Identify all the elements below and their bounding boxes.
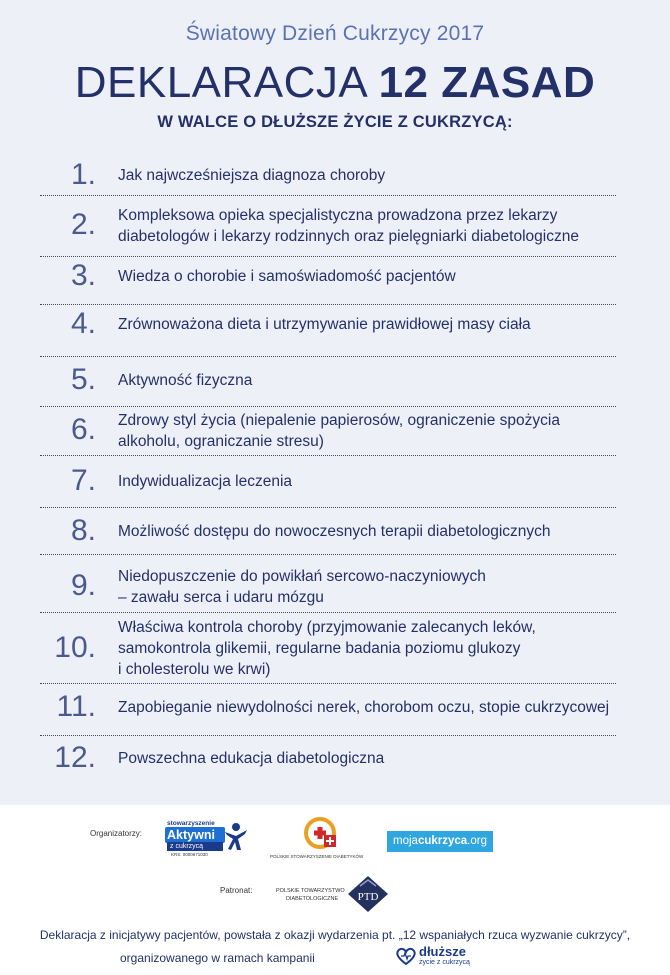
principle-text bbox=[118, 697, 638, 718]
dotted-separator bbox=[40, 455, 616, 456]
psd-caption: POLSKIE STOWARZYSZENIE DIABETYKÓW bbox=[270, 854, 364, 859]
moja-prefix: moja bbox=[393, 835, 418, 847]
principle-text-line: Powszechna edukacja diabetologiczna bbox=[118, 750, 385, 767]
principle-text-line: – zawału serca i udaru mózgu bbox=[118, 589, 324, 606]
principle-text-line: Możliwość dostępu do nowoczesnych terapii diabetologicznych bbox=[118, 523, 551, 540]
principle-text-line: Indywidualizacja leczenia bbox=[118, 473, 293, 490]
principle-text bbox=[118, 370, 638, 391]
principle-text-line: i cholesterolu we krwi) bbox=[118, 661, 271, 678]
title-bold: 12 ZASAD bbox=[378, 58, 596, 107]
dotted-separator bbox=[40, 612, 616, 613]
dotted-separator bbox=[40, 195, 616, 196]
page-title bbox=[0, 58, 670, 108]
principle-number: 3. bbox=[70, 258, 96, 292]
aktywni-sub-text: z cukrzycą bbox=[167, 842, 223, 851]
event-subtitle: Światowy Dzień Cukrzycy 2017 bbox=[185, 22, 485, 45]
aktywni-z-cukrzyca-logo[interactable] bbox=[165, 820, 249, 860]
principle-text bbox=[118, 314, 638, 335]
principle-number: 6. bbox=[70, 413, 96, 446]
ptd-emblem-icon bbox=[346, 874, 390, 914]
dotted-separator bbox=[40, 356, 616, 357]
principle-text-line: diabetologów i lekarzy rodzinnych oraz pielęgniarki diabetologiczne bbox=[118, 228, 579, 245]
principle-text-line: Aktywność fizyczna bbox=[118, 372, 253, 389]
polskie-towarzystwo-diabetologiczne-logo[interactable] bbox=[276, 874, 396, 914]
principle-text bbox=[118, 748, 638, 769]
principle-number: 5. bbox=[70, 362, 96, 396]
principle-text bbox=[118, 410, 638, 452]
principle-text-line: Zapobieganie niewydolności nerek, chorobom oczu, stopie cukrzycowej bbox=[118, 699, 610, 716]
principle-text bbox=[118, 521, 638, 542]
moja-bold: cukrzyca bbox=[417, 835, 468, 847]
principle-number: 8. bbox=[70, 513, 96, 547]
principle-text-line: samokontrola glikemii, regularne badania poziomu glukozy bbox=[118, 640, 521, 657]
polskie-stowarzyszenie-diabetykow-logo[interactable] bbox=[268, 815, 378, 865]
aktywni-big-text: Aktywni bbox=[165, 827, 225, 843]
person-icon bbox=[223, 822, 249, 852]
principle-number: 10. bbox=[54, 630, 96, 664]
dotted-separator bbox=[40, 304, 616, 305]
patronage-label: Patronat: bbox=[220, 886, 253, 895]
dotted-separator bbox=[40, 406, 616, 407]
dotted-separator bbox=[40, 683, 616, 684]
principle-number: 11. bbox=[56, 689, 96, 723]
principle-text bbox=[118, 617, 638, 680]
ptd-caption-line1: POLSKIE TOWARZYSTWO bbox=[276, 888, 345, 894]
dotted-separator bbox=[40, 735, 616, 736]
principle-text bbox=[118, 471, 638, 492]
principle-number: 1. bbox=[70, 157, 96, 191]
ptd-mark-text: PTD bbox=[357, 891, 379, 903]
aktywni-small-text: stowarzyszenie bbox=[167, 820, 215, 827]
principle-number: 12. bbox=[54, 740, 96, 774]
ptd-caption-line2: DIABETOLOGICZNE bbox=[286, 896, 339, 902]
footer-line-1: Deklaracja z inicjatywy pacjentów, powstała z okazji wydarzenia pt. „12 wspaniałych rzuca wyzwanie cukrzycy”, bbox=[39, 928, 631, 942]
dluzsze-word: dłuższe bbox=[419, 944, 466, 959]
dluzsze-sub: życie z cukrzycą bbox=[419, 959, 470, 966]
principle-text-line: Niedopuszczenie do powikłań sercowo-naczyniowych bbox=[118, 568, 486, 585]
principle-number: 4. bbox=[70, 306, 96, 340]
footer-line-2: organizowanego w ramach kampanii bbox=[120, 951, 315, 965]
principle-text-line: Zrównoważona dieta i utrzymywanie prawidłowej masy ciała bbox=[118, 316, 531, 333]
mojacukrzyca-logo[interactable] bbox=[387, 831, 493, 852]
principle-text-line: Jak najwcześniejsza diagnoza choroby bbox=[118, 167, 386, 184]
psd-emblem-icon bbox=[304, 815, 340, 853]
principle-number: 7. bbox=[70, 463, 96, 497]
aktywni-krs-text: KRS: 0000671030 bbox=[171, 852, 208, 857]
principle-text-line: Właściwa kontrola choroby (przyjmowanie zalecanych leków, bbox=[118, 619, 536, 636]
title-light: DEKLARACJA bbox=[74, 58, 366, 107]
moja-suffix: .org bbox=[467, 835, 487, 847]
organizers-label: Organizatorzy: bbox=[90, 829, 143, 838]
tagline: W WALCE O DŁUŻSZE ŻYCIE Z CUKRZYCĄ: bbox=[157, 113, 513, 131]
principle-text bbox=[118, 205, 638, 247]
principle-text bbox=[118, 566, 638, 608]
principle-text-line: Zdrowy styl życia (niepalenie papierosów, ograniczenie spożycia bbox=[118, 412, 560, 429]
dotted-separator bbox=[40, 554, 616, 555]
principle-text bbox=[118, 266, 638, 287]
principle-text bbox=[118, 165, 638, 186]
dotted-separator bbox=[40, 507, 616, 508]
principle-text-line: Kompleksowa opieka specjalistyczna prowadzona przez lekarzy bbox=[118, 207, 558, 224]
principle-number: 2. bbox=[70, 208, 96, 241]
principle-text-line: alkoholu, ograniczanie stresu) bbox=[118, 433, 324, 450]
principle-text-line: Wiedza o chorobie i samoświadomość pacjentów bbox=[118, 268, 456, 285]
heart-icon bbox=[395, 946, 417, 966]
principle-number: 9. bbox=[70, 569, 96, 602]
dluzsze-zycie-logo[interactable] bbox=[395, 944, 485, 970]
dotted-separator bbox=[40, 256, 616, 257]
